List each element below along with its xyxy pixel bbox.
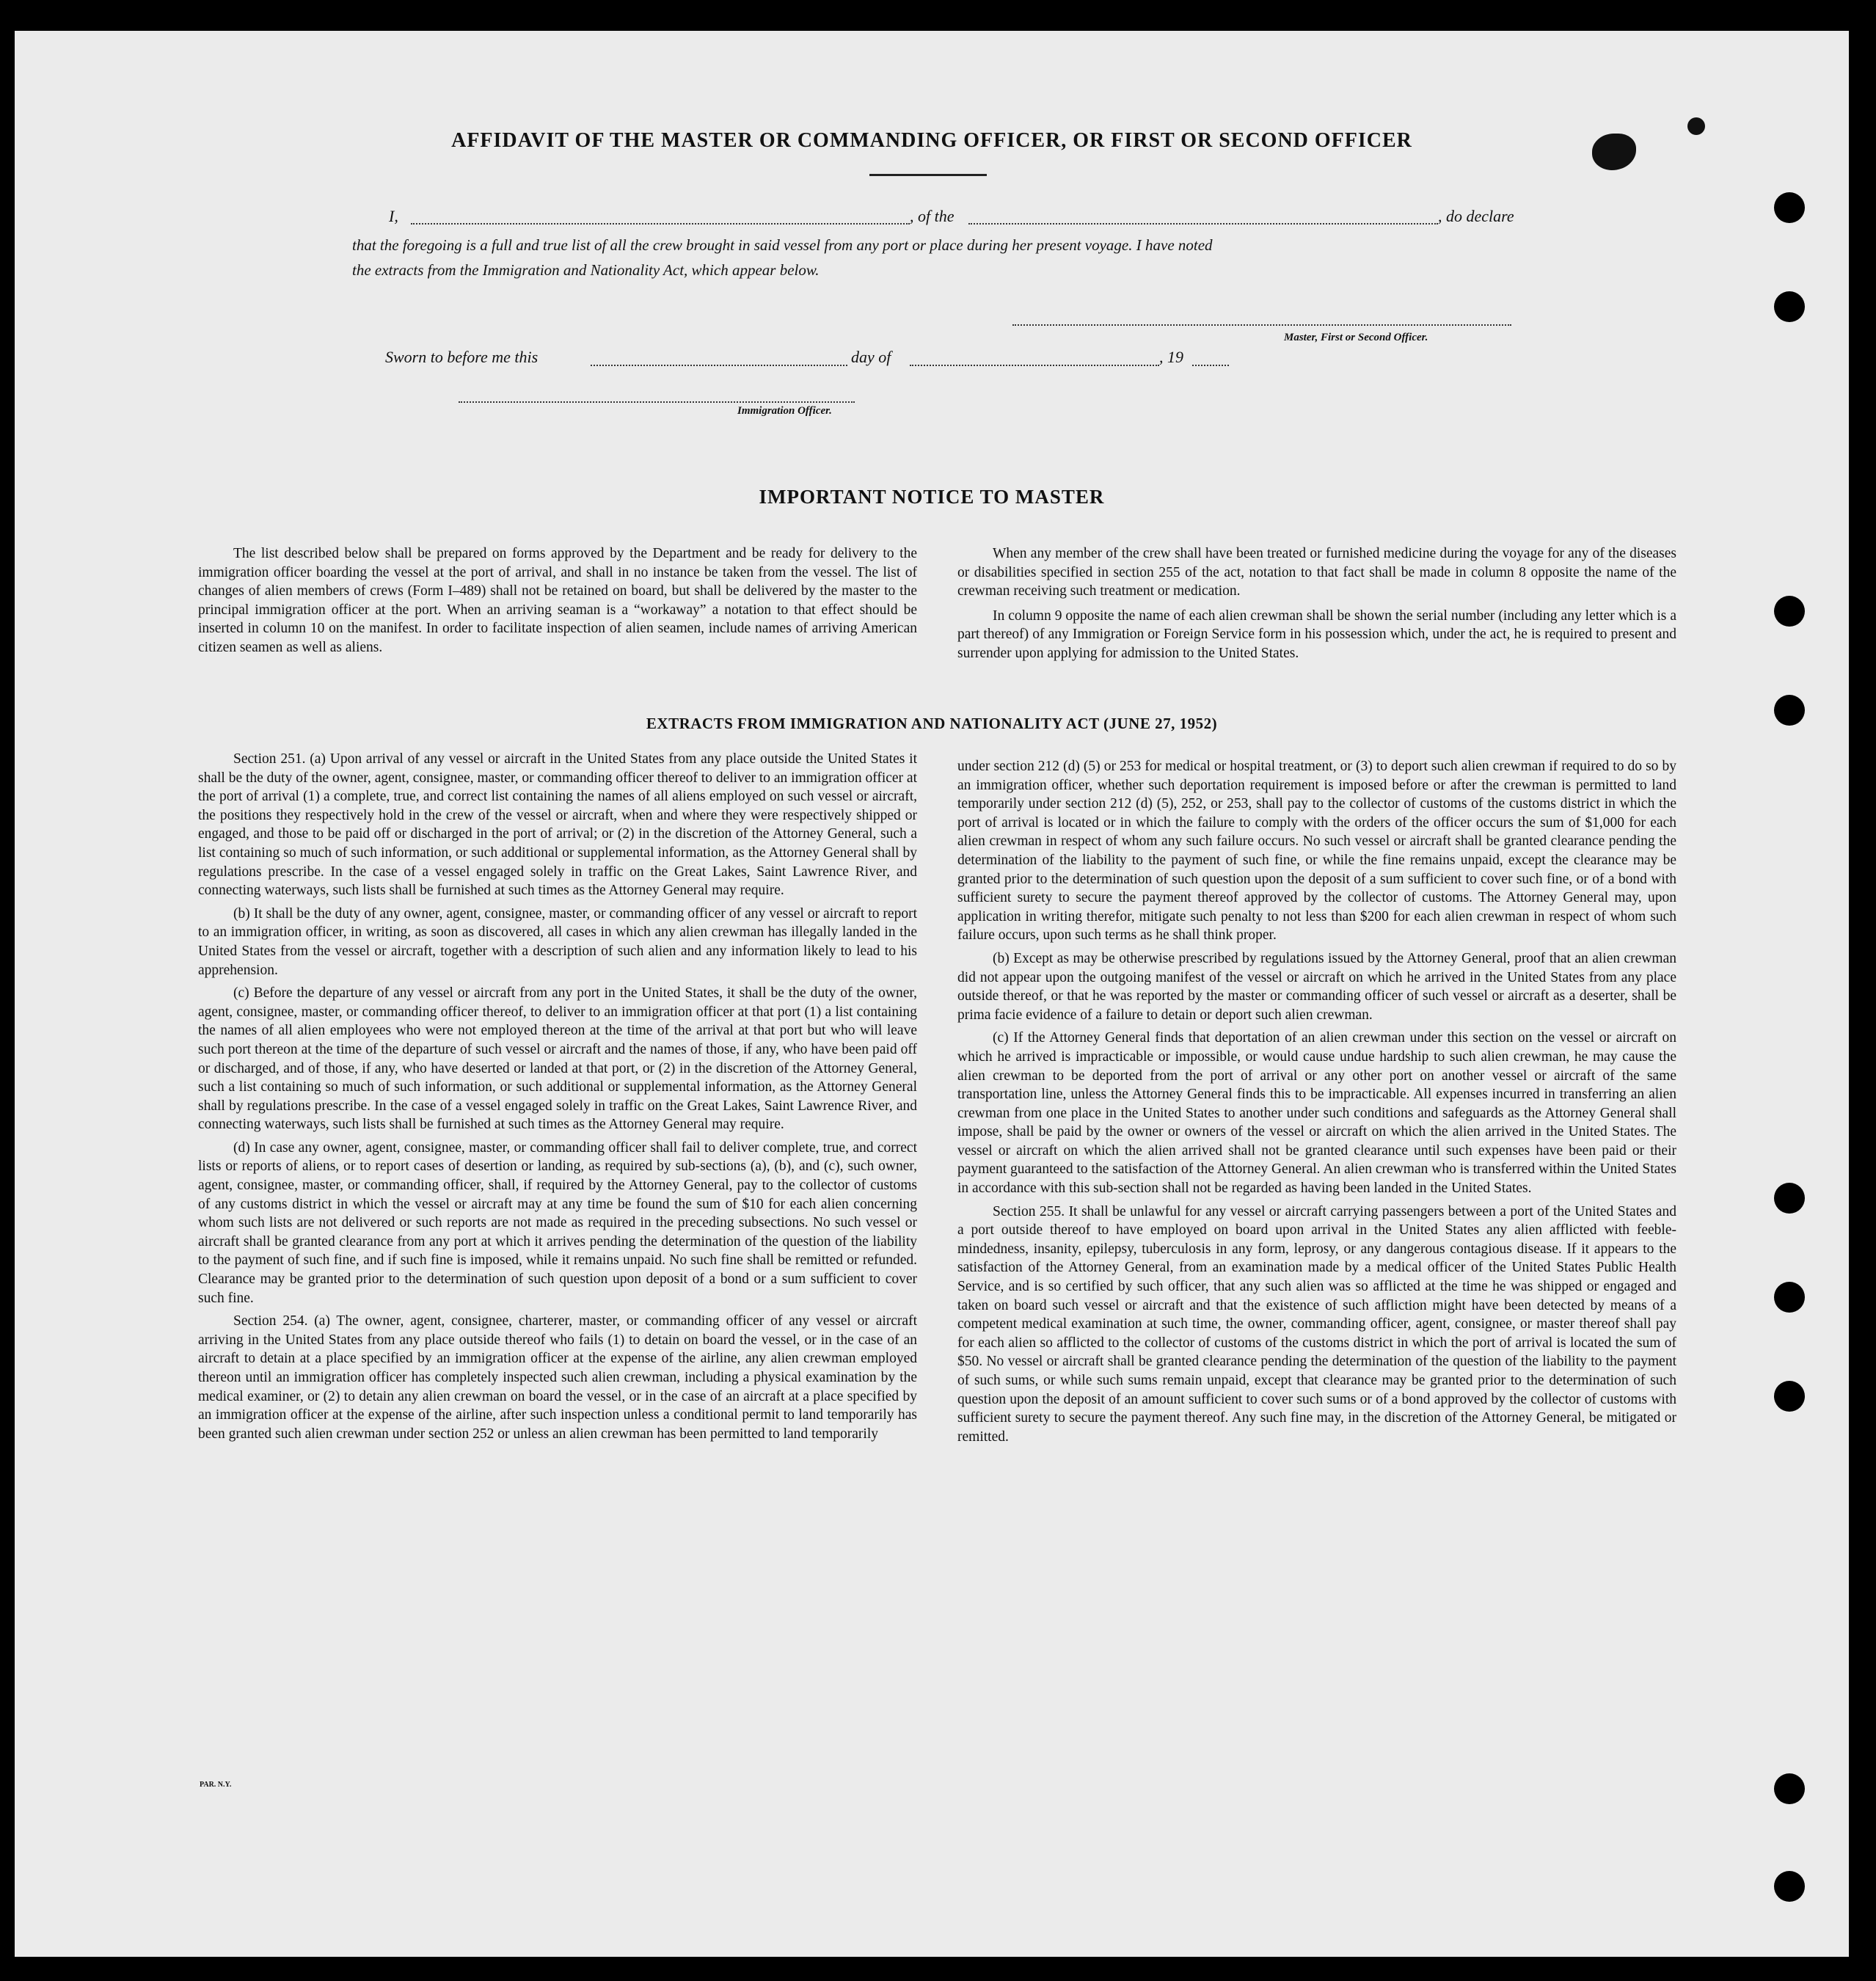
title-rule bbox=[869, 174, 987, 176]
punch-hole bbox=[1774, 1282, 1805, 1313]
notice-title: IMPORTANT NOTICE TO MASTER bbox=[759, 486, 1105, 508]
punch-hole bbox=[1774, 596, 1805, 627]
affidavit-statement-line: the extracts from the Immigration and Nationality Act, which appear below. bbox=[352, 261, 820, 279]
sworn-month-field[interactable] bbox=[910, 365, 1159, 366]
section-251b: (b) It shall be the duty of any owner, agent, consignee, master, or commanding officer of any vessel or aircraft to report to an immigration officer, in writing, as soon as discovered, all cases in which any alien crewman has illegally landed in the United States from the vessel or aircraft, together with a description of such alien and any information likely to lead to his apprehension. bbox=[198, 905, 917, 978]
section-254a-continued: under section 212 (d) (5) or 253 for medical or hospital treatment, or (3) to deport such alien crewman if required to do so by an immigration officer, whether such deportation requirement is imposed before or after the crewman is permitted to land temporarily under section 212 (d) (5), 252, or 253, shall pay to the collector of customs of the customs district in which the port of arrival is located or in which the failure to comply with the orders of the officer occurs the sum of $1,000 for each alien crewman in respect of whom any such failure occurs. No such vessel or aircraft shall be granted clearance pending the determination of the liability to the payment of such fine, or while the fine remains unpaid, except the clearance may be granted prior to the determination of such question upon the deposit of a sum sufficient to cover such fine, or of a bond with sufficient surety to secure the payment thereof approved by the collector of customs. The Attorney General may, upon application in writing therefor, mitigate such penalty to not less than $200 for each alien crewman in respect of whom such failure occurs, upon such terms as he shall think proper. bbox=[957, 759, 1676, 944]
punch-hole bbox=[1774, 1773, 1805, 1804]
printer-mark: PAR. N.Y. bbox=[200, 1781, 232, 1789]
punch-hole bbox=[1774, 291, 1805, 322]
name-blank-field[interactable] bbox=[411, 223, 910, 225]
notice-paragraph: When any member of the crew shall have been treated or furnished medicine during the voyage for any of the diseases or disabilities specified in section 255 of the act, notation to that fact shall be made in column 8 opposite the name of the crewman receiving such treatment or medication. bbox=[957, 546, 1676, 599]
officer-signature-label: Immigration Officer. bbox=[737, 405, 832, 417]
document-page bbox=[15, 31, 1849, 1957]
punch-hole bbox=[1774, 192, 1805, 223]
section-255: Section 255. It shall be unlawful for any vessel or aircraft carrying passengers between a port of the United States and a port outside thereof to have employed on board upon arrival in the United States any alien afflicted with feeble-mindedness, insanity, epilepsy, tuberculosis in any form, leprosy, or any dangerous contagious disease. If it appears to the satisfaction of the Attorney General, from an examination made by a medical officer of the United States Public Health Service, and is so certified by such officer, that any such alien was so afflicted at the time he was shipped or engaged and taken on board such vessel or aircraft and that the existence of such affliction might have been detected by means of a competent medical examination at such time, the owner, commanding officer, agent, consignee, or master thereof shall pay for each alien so afflicted to the collector of customs of the customs district in which the port of arrival is located the sum of $50. No vessel or aircraft shall be granted clearance pending the determination of the question of the liability to the payment of such sums, or while such sums remain unpaid, except that clearance may be granted prior to the determination of such question upon the deposit of an amount sufficient to cover such sums or of a bond approved by the collector of customs with sufficient surety to secure the payment thereof. Any such fine may, in the discretion of the Attorney General, be mitigated or remitted. bbox=[957, 1203, 1676, 1445]
master-signature-field[interactable] bbox=[1012, 324, 1511, 326]
affidavit-statement-line: that the foregoing is a full and true list of all the crew brought in said vessel from any port or place during her present voyage. I have noted bbox=[352, 236, 1213, 254]
extracts-right-column bbox=[957, 757, 1676, 1762]
year-label: , 19 bbox=[1159, 348, 1183, 366]
do-declare-label: , do declare bbox=[1438, 207, 1514, 225]
day-of-label: day of bbox=[851, 348, 891, 366]
section-251d: (d) In case any owner, agent, consignee, master, or commanding officer shall fail to deliver complete, true, and correct lists or reports of aliens, or to report cases of desertion or landing, as required by sub-sections (a), (b), and (c), such owner, agent, consignee, master, or commanding officer, shall, if required by the Attorney General, pay to the collector of customs of any customs district in which the vessel or aircraft may at any time be found the sum of $10 for each alien concerning whom such lists are not delivered or such reports are not made as required in the preceding subsections. No such vessel or aircraft shall be granted clearance from any port at which it arrives pending the determination of the question of the liability to the payment of such fine, and if such fine is imposed, while it remains unpaid. No such fine shall be remitted or refunded. Clearance may be granted prior to the determination of such question upon deposit of a bond or a sum sufficient to cover such fine. bbox=[198, 1139, 917, 1306]
notice-paragraph: In column 9 opposite the name of each alien crewman shall be shown the serial number (including any letter which is a part thereof) of any Immigration or Foreign Service form in his possession which, under the act, he is required to present and surrender upon applying for admission to the United States. bbox=[957, 608, 1676, 661]
sworn-label: Sworn to before me this bbox=[385, 348, 539, 366]
section-254b: (b) Except as may be otherwise prescribed by regulations issued by the Attorney General, proof that an alien crewman did not appear upon the outgoing manifest of the vessel or aircraft on which he arrived in the United States from any place outside thereof, or that he was reported by the master or commanding officer of such vessel or aircraft as a deserter, shall be prima facie evidence of a failure to detain or deport such alien crewman. bbox=[957, 950, 1676, 1023]
vessel-blank-field[interactable] bbox=[968, 223, 1438, 225]
notice-right-column bbox=[957, 544, 1676, 663]
section-254a: Section 254. (a) The owner, agent, consignee, charterer, master, or commanding officer of any vessel or aircraft arriving in the United States from any place outside thereof who fails (1) to detain on board the vessel, or in the case of an aircraft to detain at a place specified by an immigration officer at the expense of the airline, any alien crewman employed thereon until an immigration officer has completely inspected such alien crewman, including a physical examination by the medical examiner, or (2) to detain any alien crewman on board the vessel, or in the case of an aircraft at a place specified by an immigration officer at the expense of the airline, after such inspection unless a conditional permit to land temporarily has been granted such alien crewman under section 252 or unless an alien crewman has been permitted to land temporarily bbox=[198, 1313, 917, 1442]
section-254c: (c) If the Attorney General finds that deportation of an alien crewman under this section on the vessel or aircraft on which he arrived is impracticable or impossible, or would cause undue hardship to such alien crewman, he may cause the alien crewman to be deported from the port of arrival or any other port on another vessel or aircraft of the same transportation line, unless the Attorney General finds this to be impracticable. All expenses incurred in transferring an alien crewman from one place in the United States to another under such conditions and safeguards as the Attorney General shall impose, shall be paid by the owner or owners of the vessel or aircraft on which the alien arrived in the United States. The vessel or aircraft on which the alien arrived shall not be granted clearance until such expenses have been paid or their payment guaranteed to the satisfaction of the Attorney General. An alien crewman who is transferred within the United States in accordance with this sub-section shall not be regarded as having been landed in the United States. bbox=[957, 1030, 1676, 1197]
extracts-title: EXTRACTS FROM IMMIGRATION AND NATIONALITY ACT (JUNE 27, 1952) bbox=[646, 715, 1218, 732]
punch-hole bbox=[1774, 1183, 1805, 1214]
affidavit-i-label: I, bbox=[389, 207, 398, 225]
affidavit-title: AFFIDAVIT OF THE MASTER OR COMMANDING OFFICER, OR FIRST OR SECOND OFFICER bbox=[451, 129, 1412, 152]
punch-hole bbox=[1774, 1381, 1805, 1412]
officer-signature-field[interactable] bbox=[459, 401, 855, 403]
notice-left-column bbox=[198, 544, 917, 657]
sworn-year-field[interactable] bbox=[1192, 365, 1229, 366]
master-signature-label: Master, First or Second Officer. bbox=[1284, 332, 1428, 343]
of-the-label: , of the bbox=[910, 207, 955, 225]
section-251a: Section 251. (a) Upon arrival of any vessel or aircraft in the United States from any place outside the United States it shall be the duty of the owner, agent, consignee, master, or commanding officer thereof to deliver to an immigration officer at the port of arrival (1) a complete, true, and correct list containing the names of all aliens employed on such vessel or aircraft, the positions they respectively hold in the crew of the vessel or aircraft, when and where they were respectively shipped or engaged, and those to be paid off or discharged in the port of arrival; or (2) in the discretion of the Attorney General, such a list containing so much of such information, or such additional or supplemental information, as the Attorney General shall by regulations prescribe. In the case of a vessel engaged solely in traffic on the Great Lakes, Saint Lawrence River, and connecting waterways, such lists shall be furnished at such times as the Attorney General may require. bbox=[198, 751, 917, 899]
sworn-day-field[interactable] bbox=[591, 365, 847, 366]
notice-paragraph: The list described below shall be prepared on forms approved by the Department and be ready for delivery to the immigration officer boarding the vessel at the port of arrival, and shall in no instance be taken from the vessel. The list of changes of alien members of crews (Form I–489) shall not be retained on board, but shall be delivered by the master to the principal immigration officer at the port. When an arriving seaman is a “workaway” a notation to that effect should be inserted in column 10 on the manifest. In order to facilitate inspection of alien seamen, include names of arriving American citizen seamen as well as aliens. bbox=[198, 546, 917, 655]
extracts-left-column bbox=[198, 750, 917, 1762]
section-251c: (c) Before the departure of any vessel or aircraft from any port in the United States, it shall be the duty of the owner, agent, consignee, master, or commanding officer thereof, to deliver to an immigration officer at that port (1) a list containing the names of all alien employees who were not employed thereon at the time of the arrival at that port but who will leave such port thereon at the time of the departure of such vessel or aircraft and the names of those, if any, who have been paid off or discharged, and of those, if any, who have deserted or landed at that port, or (2) in the discretion of the Attorney General, such a list containing so much of such information, or such additional or supplemental information, as the Attorney General shall by regulations prescribe. In the case of a vessel engaged solely in traffic on the Great Lakes, Saint Lawrence River, and connecting waterways, such lists shall be furnished at such times as the Attorney General may require. bbox=[198, 985, 917, 1133]
punch-hole bbox=[1774, 1871, 1805, 1902]
